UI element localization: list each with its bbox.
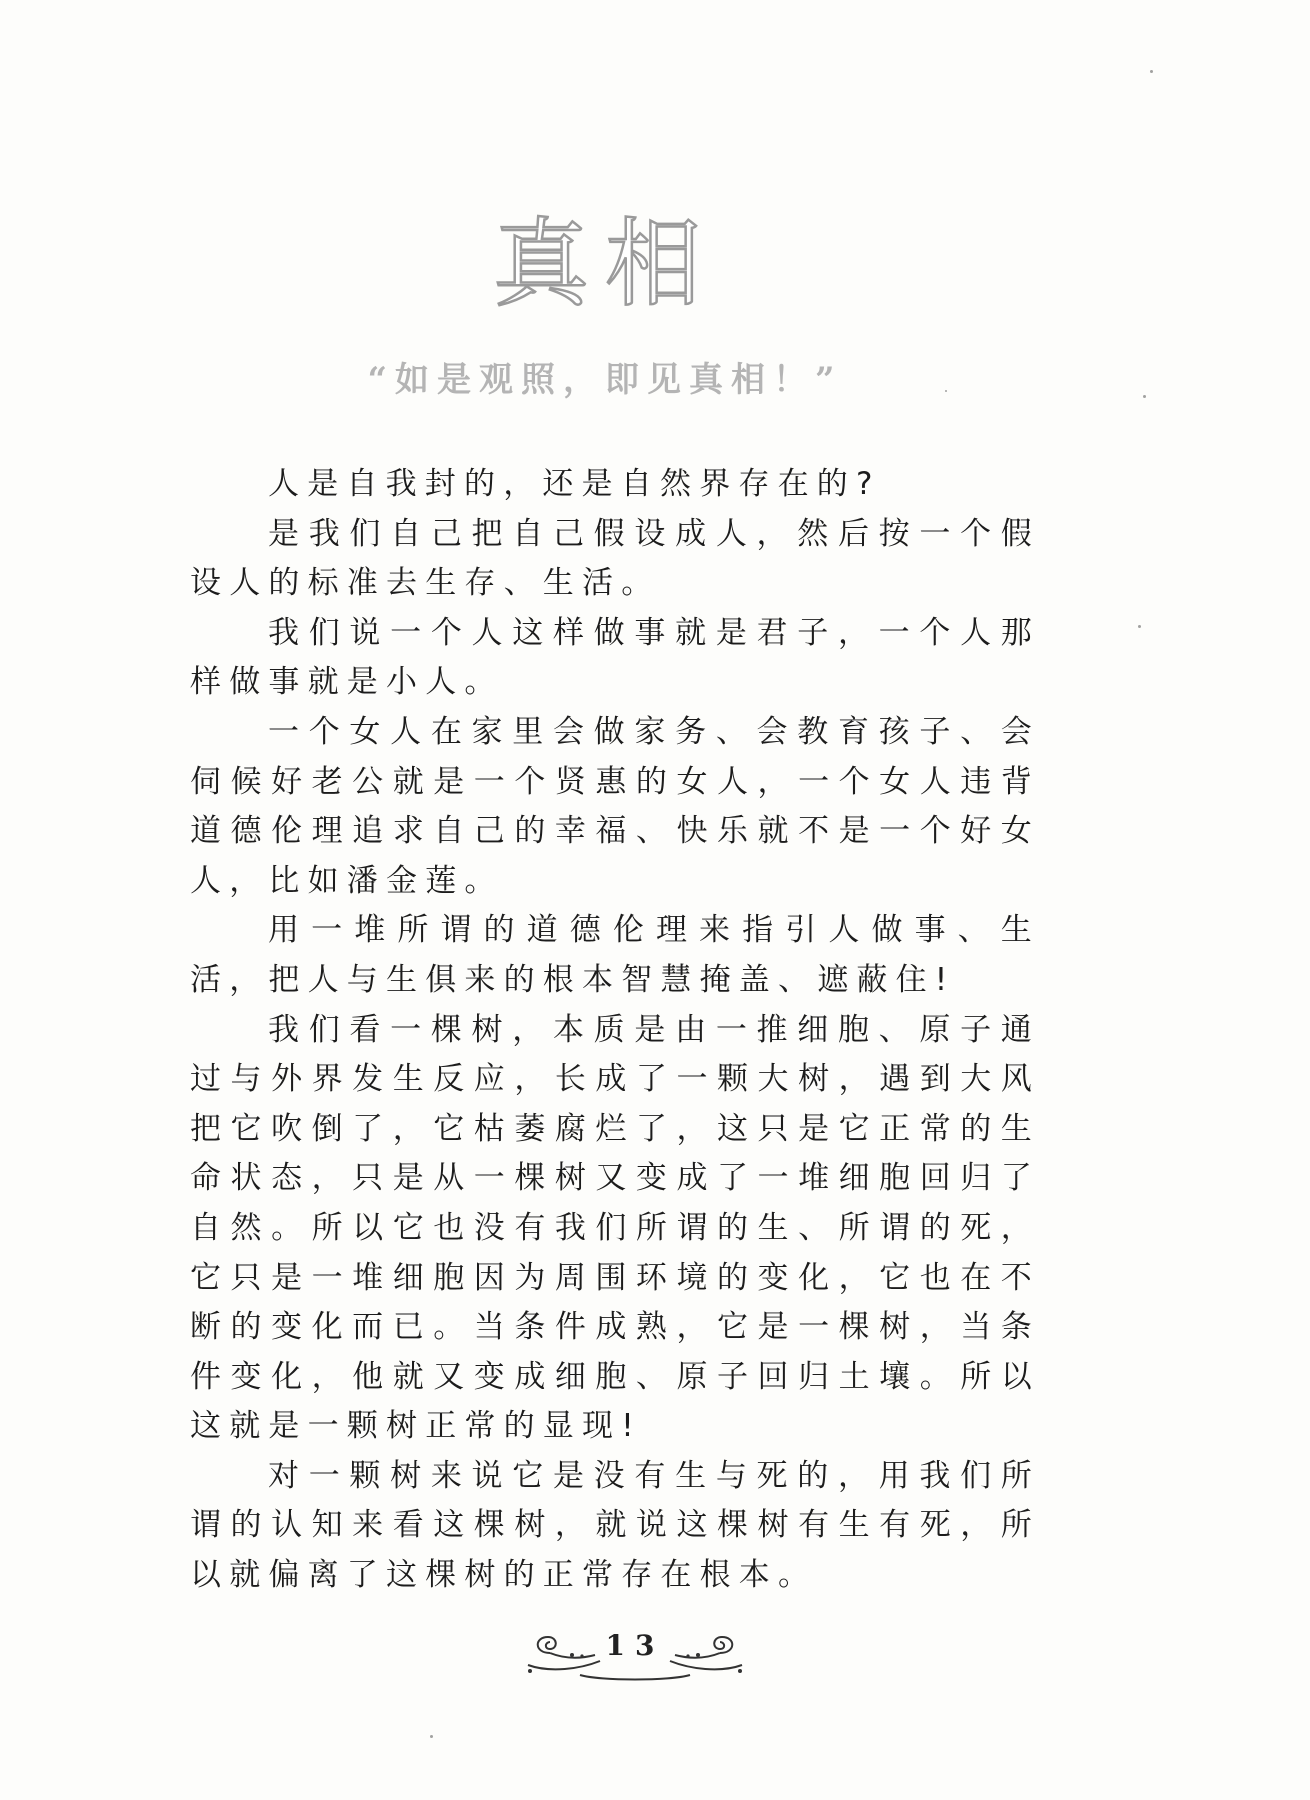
paragraph: 人是自我封的，还是自然界存在的? <box>268 466 881 502</box>
paragraph: 一个女人在家里会做家务、会教育孩子、会伺候好老公就是一个贤惠的女人，一个女人违背道德伦理追求自己的幸福、快乐就不是一个好女人，比如潘金莲。 <box>190 713 1040 899</box>
page-footer <box>520 1625 750 1685</box>
scan-speck <box>1138 625 1141 628</box>
paragraph: 我们说一个人这样做事就是君子，一个人那样做事就是小人。 <box>190 614 1040 701</box>
scan-speck <box>1150 70 1153 73</box>
page-number: 13 <box>605 1629 665 1662</box>
paragraph: 是我们自己把自己假设成人，然后按一个假设人的标准去生存、生活。 <box>190 515 1040 602</box>
chapter-subtitle: “如是观照，即见真相！” <box>367 360 843 400</box>
paragraph: 对一颗树来说它是没有生与死的，用我们所谓的认知来看这棵树，就说这棵树有生有死，所以就偏离了这棵树的正常存在根本。 <box>190 1457 1040 1594</box>
scan-speck <box>430 1735 433 1738</box>
paragraph: 我们看一棵树，本质是由一推细胞、原子通过与外界发生反应，长成了一颗大树，遇到大风把它吹倒了，它枯萎腐烂了，这只是它正常的生命状态，只是从一棵树又变成了一堆细胞回归了自然。所以它也没有我们所谓的生、所谓的死，它只是一堆细胞因为周围环境的变化，它也在不断的变化而已。当条件成熟，它是一棵树，当条件变化，他就又变成细胞、原子回归土壤。所以这就是一颗树正常的显现! <box>190 1011 1040 1445</box>
paragraph: 用一堆所谓的道德伦理来指引人做事、生活，把人与生俱来的根本智慧掩盖、遮蔽住! <box>190 912 1040 998</box>
chapter-title: 真相 <box>493 208 717 320</box>
body-text <box>190 460 1040 1601</box>
